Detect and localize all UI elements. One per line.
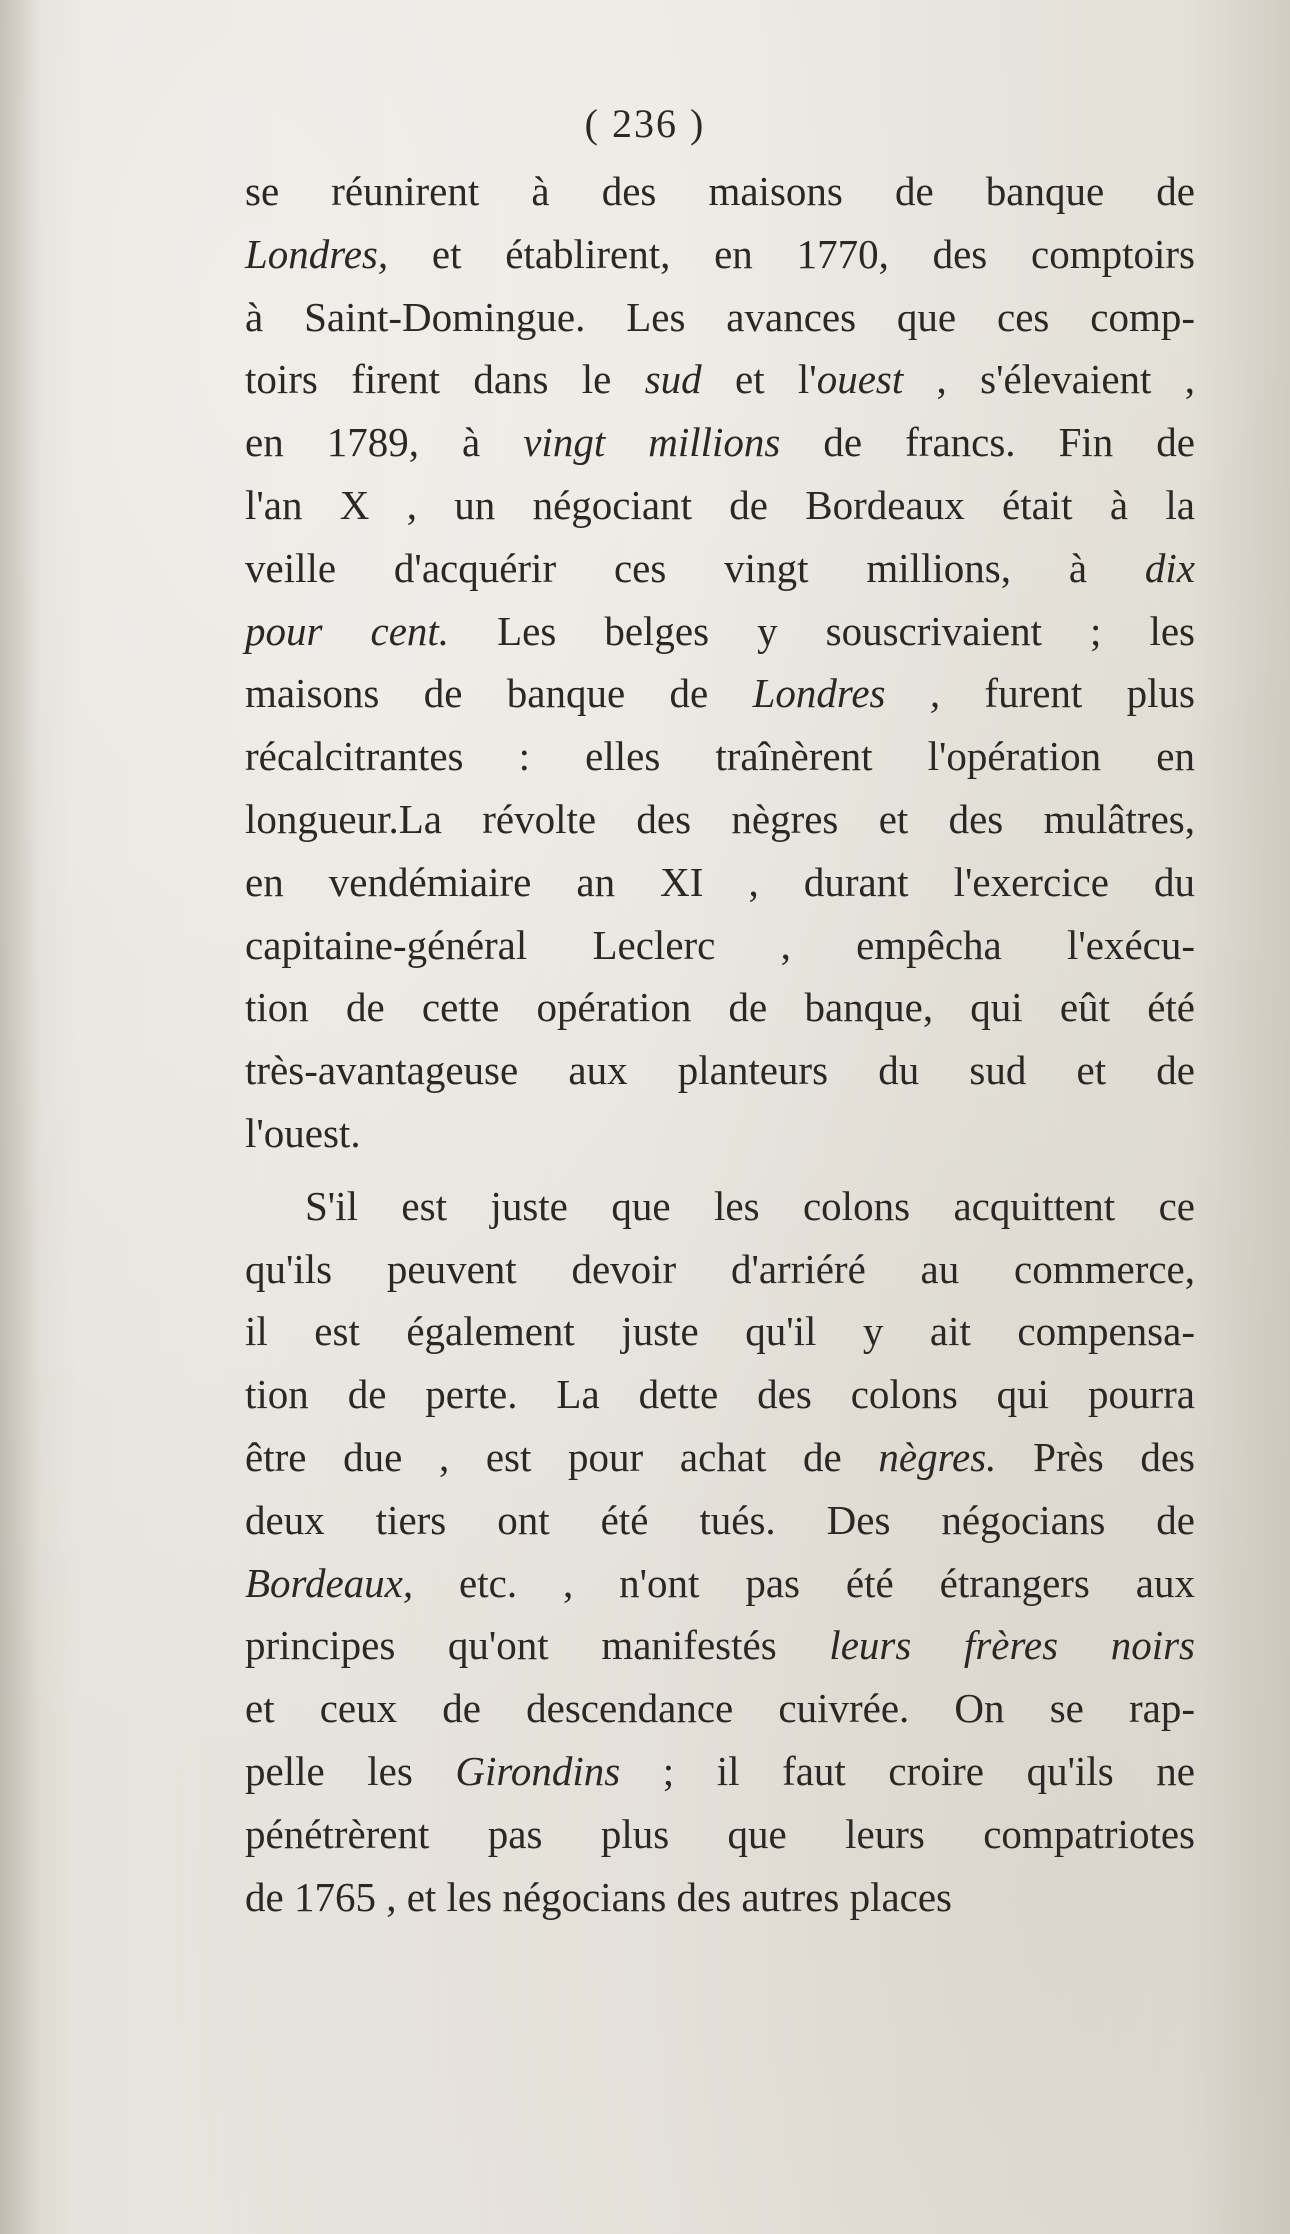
paragraph bbox=[245, 160, 1195, 1165]
text-segment: toirs firent dans le bbox=[245, 356, 645, 403]
text-segment: capitaine-général Leclerc , empêcha l'exécu- bbox=[245, 921, 1195, 968]
text-segment: et établirent, en 1770, des comptoirs bbox=[388, 230, 1195, 277]
italic-text: leurs frères noirs bbox=[829, 1622, 1195, 1669]
text-segment: l'ouest. bbox=[245, 1109, 361, 1156]
text-line bbox=[245, 1426, 1195, 1489]
text-segment: se réunirent à des maisons de banque de bbox=[245, 168, 1195, 214]
page-fold-shadow bbox=[0, 0, 40, 2234]
text-line bbox=[245, 474, 1195, 537]
paragraph-gap bbox=[245, 1165, 1195, 1175]
text-line bbox=[245, 1238, 1195, 1301]
text-line bbox=[245, 851, 1195, 914]
text-line bbox=[245, 1866, 1195, 1929]
text-line bbox=[245, 286, 1195, 349]
italic-text: vingt millions bbox=[523, 419, 781, 466]
text-segment: être due , est pour achat de bbox=[245, 1433, 879, 1480]
text-line bbox=[245, 160, 1195, 223]
text-line bbox=[245, 1039, 1195, 1102]
text-segment: et l' bbox=[701, 356, 817, 403]
text-line bbox=[245, 1803, 1195, 1866]
text-segment: tion de perte. La dette des colons qui pourra bbox=[245, 1371, 1195, 1418]
italic-text: pour cent. bbox=[245, 607, 450, 654]
text-segment: deux tiers ont été tués. Des négocians de bbox=[245, 1496, 1195, 1543]
text-segment: ; il faut croire qu'ils ne bbox=[620, 1747, 1195, 1794]
text-segment: il est également juste qu'il y ait compensa- bbox=[245, 1308, 1195, 1355]
text-line bbox=[245, 914, 1195, 977]
text-segment: pelle les bbox=[245, 1747, 456, 1794]
text-segment: , s'élevaient , bbox=[903, 356, 1195, 403]
italic-text: Londres, bbox=[245, 230, 389, 277]
text-line bbox=[245, 537, 1195, 600]
text-line bbox=[245, 1175, 1195, 1238]
text-segment: veille d'acquérir ces vingt millions, à bbox=[245, 544, 1145, 591]
text-segment: Près des bbox=[996, 1433, 1195, 1480]
text-line bbox=[245, 411, 1195, 474]
paragraph bbox=[245, 1175, 1195, 1929]
text-segment: tion de cette opération de banque, qui eût été bbox=[245, 984, 1195, 1031]
text-segment: furent plus bbox=[940, 670, 1196, 717]
italic-text: nègres. bbox=[878, 1433, 997, 1480]
text-line bbox=[245, 223, 1195, 286]
text-segment: l'an X , un négociant de Bordeaux était à la bbox=[245, 481, 1195, 528]
text-segment: S'il est juste que les colons acquittent ce bbox=[305, 1182, 1195, 1229]
text-segment: qu'ils peuvent devoir d'arriéré au commerce, bbox=[245, 1245, 1195, 1292]
text-segment: longueur.La révolte des nègres et des mulâtres, bbox=[245, 795, 1195, 842]
text-segment: et ceux de descendance cuivrée. On se rap- bbox=[245, 1685, 1195, 1732]
italic-text: sud bbox=[644, 356, 702, 403]
italic-text: dix bbox=[1144, 544, 1195, 591]
text-segment: récalcitrantes : elles traînèrent l'opération en bbox=[245, 733, 1195, 780]
body-text bbox=[245, 160, 1195, 1928]
text-segment: Les belges y souscrivaient ; les bbox=[449, 607, 1195, 654]
text-line bbox=[245, 1102, 1195, 1165]
text-line bbox=[245, 600, 1195, 663]
text-line bbox=[245, 1489, 1195, 1552]
italic-text: Bordeaux, bbox=[245, 1559, 414, 1606]
text-line bbox=[245, 1300, 1195, 1363]
text-line bbox=[245, 662, 1195, 725]
text-segment: maisons de banque de bbox=[245, 670, 753, 717]
text-line bbox=[245, 1740, 1195, 1803]
text-segment: etc. , n'ont pas été étrangers aux bbox=[413, 1559, 1195, 1606]
text-line bbox=[245, 1677, 1195, 1740]
text-segment: principes qu'ont manifestés bbox=[245, 1622, 830, 1669]
text-segment: très-avantageuse aux planteurs du sud et de bbox=[245, 1047, 1195, 1094]
italic-text: ouest bbox=[816, 356, 904, 403]
text-segment: en vendémiaire an XI , durant l'exercice du bbox=[245, 858, 1195, 905]
italic-text: Girondins bbox=[455, 1747, 621, 1794]
text-line bbox=[245, 1363, 1195, 1426]
text-segment: de 1765 , et les négocians des autres places bbox=[245, 1873, 953, 1920]
text-segment: en 1789, à bbox=[245, 419, 524, 466]
italic-text: Londres , bbox=[752, 670, 941, 717]
text-line bbox=[245, 725, 1195, 788]
text-segment: de francs. Fin de bbox=[780, 419, 1195, 466]
text-segment: pénétrèrent pas plus que leurs compatriotes bbox=[245, 1810, 1195, 1857]
text-segment: à Saint-Domingue. Les avances que ces comp- bbox=[245, 293, 1195, 340]
text-line bbox=[245, 348, 1195, 411]
page-number: ( 236 ) bbox=[584, 101, 706, 146]
text-line bbox=[245, 1614, 1195, 1677]
text-line bbox=[245, 976, 1195, 1039]
text-line bbox=[245, 1552, 1195, 1615]
text-line bbox=[245, 788, 1195, 851]
